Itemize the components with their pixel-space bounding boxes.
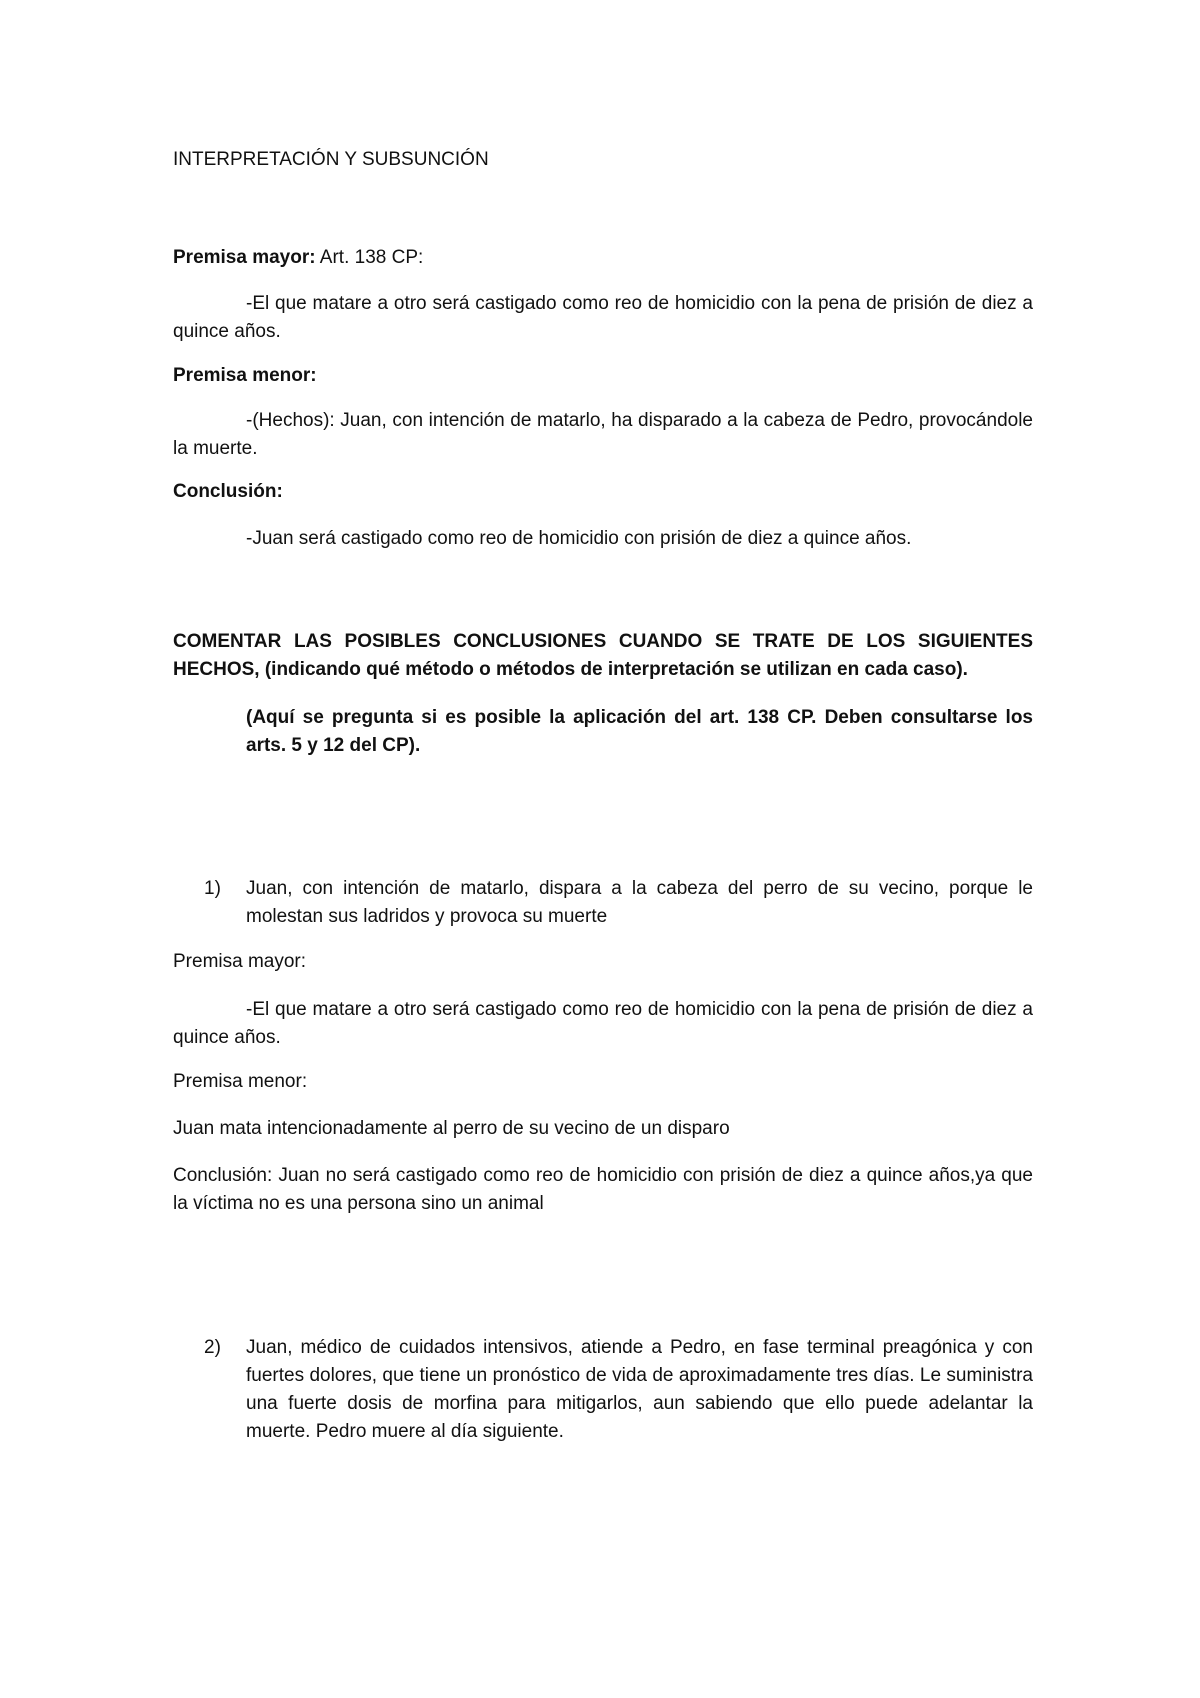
task-heading: COMENTAR LAS POSIBLES CONCLUSIONES CUANDO SE TRATE DE LOS SIGUIENTES HECHOS, (indicando qué método o métodos de interpretación se utilizan en cada caso).: [173, 631, 1033, 680]
premisa-mayor-heading: [173, 244, 423, 272]
case-1-menor-label: Premisa menor:: [173, 1071, 308, 1092]
case-2-text: Juan, médico de cuidados intensivos, atiende a Pedro, en fase terminal preagónica y con fuertes dolores, que tiene un pronóstico de vida de aproximadamente tres días. Le suministra una fuerte dosis de morfina para mitigarlos, aun sabiendo que ello puede adelantar la muerte. Pedro muere al día siguiente.: [246, 1337, 1033, 1442]
case-1-conclusion: Conclusión: Juan no será castigado como reo de homicidio con prisión de diez a quince años,ya que la víctima no es una persona sino un animal: [173, 1165, 1033, 1214]
case-1-text: Juan, con intención de matarlo, dispara a la cabeza del perro de su vecino, porque le molestan sus ladridos y provoca su muerte: [246, 878, 1033, 927]
case-2-number: 2): [204, 1337, 221, 1358]
case-1-mayor-label: Premisa mayor:: [173, 951, 307, 972]
page-title: INTERPRETACIÓN Y SUBSUNCIÓN: [173, 149, 489, 170]
premisa-menor-text: -(Hechos): Juan, con intención de matarlo, ha disparado a la cabeza de Pedro, provocándole la muerte.: [173, 410, 1033, 459]
premisa-mayor-ref: Art. 138 CP:: [315, 247, 424, 268]
premisa-menor-label: Premisa menor:: [173, 365, 317, 386]
conclusion-label: Conclusión:: [173, 481, 283, 502]
task-note: (Aquí se pregunta si es posible la aplicación del art. 138 CP. Deben consultarse los arts. 5 y 12 del CP).: [246, 707, 1033, 756]
case-1-menor-text: Juan mata intencionadamente al perro de su vecino de un disparo: [173, 1118, 730, 1139]
conclusion-text: -Juan será castigado como reo de homicidio con prisión de diez a quince años.: [246, 528, 912, 549]
case-1-number: 1): [204, 878, 221, 899]
premisa-mayor-label: Premisa mayor:: [173, 247, 316, 268]
case-1-mayor-text: -El que matare a otro será castigado como reo de homicidio con la pena de prisión de diez a quince años.: [173, 999, 1033, 1048]
premisa-mayor-text: -El que matare a otro será castigado como reo de homicidio con la pena de prisión de diez a quince años.: [173, 293, 1033, 342]
